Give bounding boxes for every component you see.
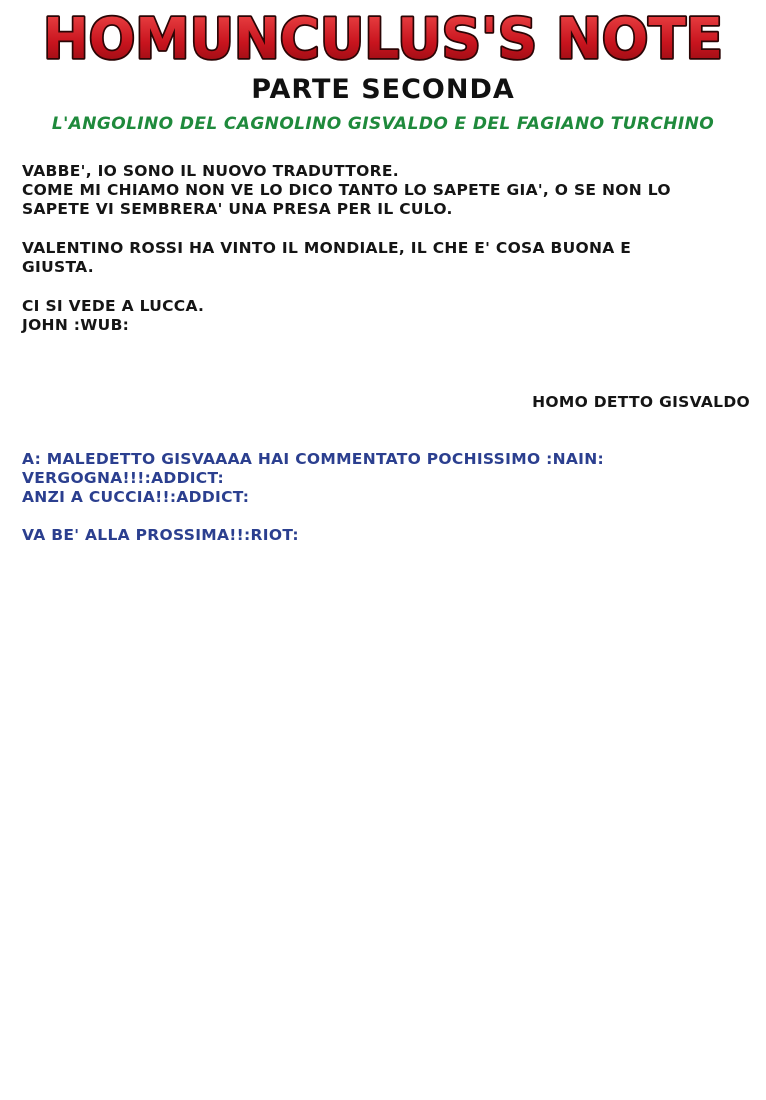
note-line: VALENTINO ROSSI HA VINTO IL MONDIALE, IL CHE E' COSA BUONA E [22,239,632,257]
reply-paragraph-2 [22,526,752,545]
reply-line: VERGOGNA!!!:ADDICT: [22,469,225,487]
reply-paragraph-1 [22,450,752,507]
note-paragraph-2 [22,239,752,277]
note-line: CI SI VEDE A LUCCA. [22,297,205,315]
note-line: SAPETE VI SEMBRERA' UNA PRESA PER IL CULO. [22,200,453,218]
reply-line: VA BE' ALLA PROSSIMA!!:RIOT: [22,526,299,544]
section-heading: L'ANGOLINO DEL CAGNOLINO GISVALDO E DEL FAGIANO TURCHINO [51,114,715,134]
title-logo [0,0,766,72]
subtitle: PARTE SECONDA [251,74,515,105]
note-line: GIUSTA. [22,258,94,276]
signature: HOMO DETTO GISVALDO [532,393,750,411]
note-line: VABBE', IO SONO IL NUOVO TRADUTTORE. [22,162,399,180]
note-paragraph-1 [22,162,752,219]
note-line: JOHN :WUB: [22,316,130,334]
note-line: COME MI CHIAMO NON VE LO DICO TANTO LO SAPETE GIA', O SE NON LO [22,181,671,199]
reply-line: ANZI A CUCCIA!!:ADDICT: [22,488,250,506]
page-title: HOMUNCULUS'S NOTE [43,7,723,72]
note-paragraph-3 [22,297,752,335]
reply-line: A: MALEDETTO GISVAAAA HAI COMMENTATO POCHISSIMO :NAIN: [22,450,605,468]
title-banner [0,0,766,72]
